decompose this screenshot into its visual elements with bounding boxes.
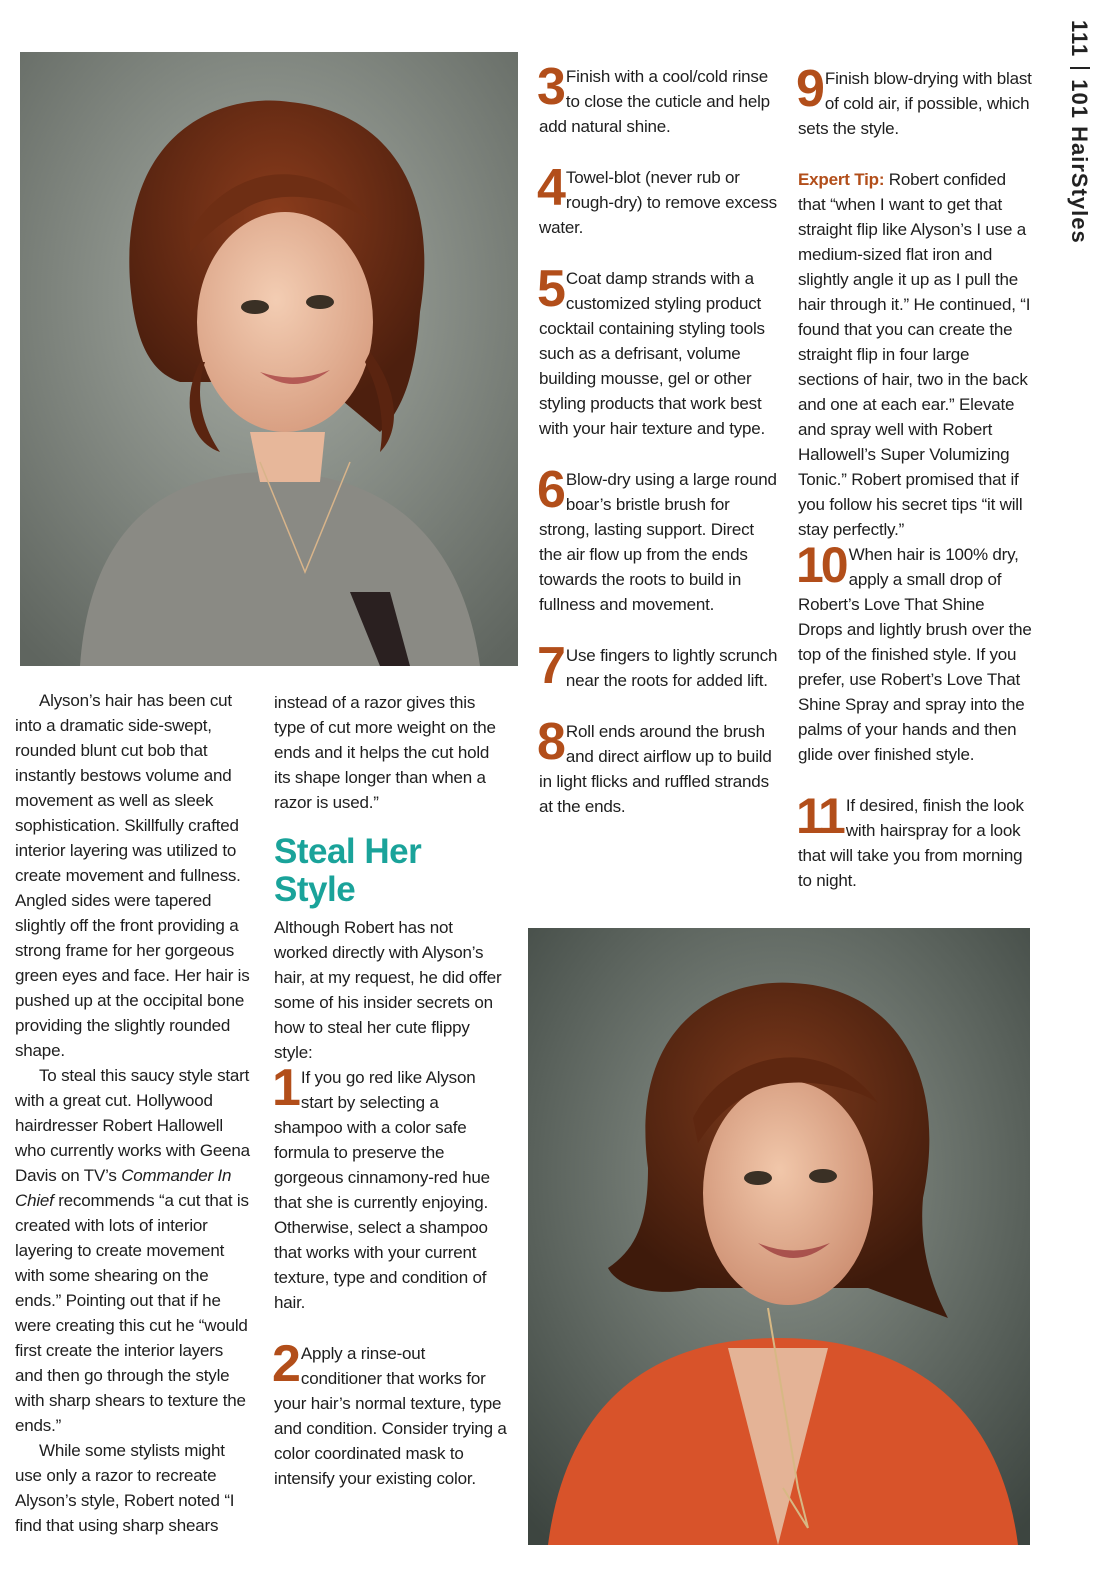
intro-paragraph-2-part-1: To steal this saucy style start with a great cut. Hollywood hairdresser Robert Hallowell who currently works with Geena Davis on TV’s xyxy=(15,1066,250,1185)
step-text: Apply a rinse-out conditioner that works for your hair’s normal texture, type and condition. Consider trying a color coordinated mask to intensify your existing color. xyxy=(274,1344,507,1488)
step-5 xyxy=(537,260,779,441)
expert-tip-text: Robert confided that “when I want to get that straight flip like Alyson’s I use a medium-sized flat iron and slightly angle it up as I pull the hair through it.” He continued, “I found that you can create the straight flip in four large sections of hair, two in the back and one at each ear.” Elevate and spray well with Robert Hallowell’s Super Volumizing Tonic.” Robert promised that if you follow his secret tips “it will stay perfectly.” xyxy=(798,170,1031,539)
column-steps-1 xyxy=(274,690,510,1517)
step-3 xyxy=(537,58,779,139)
step-8 xyxy=(537,713,779,819)
step-text: Towel-blot (never rub or rough-dry) to remove excess water. xyxy=(539,168,777,237)
step-text: Finish with a cool/cold rinse to close the cuticle and help add natural shine. xyxy=(539,67,770,136)
continuation-paragraph: instead of a razor gives this type of cut more weight on the ends and it helps the cut hold its shape longer than when a razor is used.” xyxy=(274,693,496,812)
step-text: Blow-dry using a large round boar’s bristle brush for strong, lasting support. Direct the air flow up from the ends towards the roots to build in fullness and movement. xyxy=(539,470,777,614)
bottom-photo xyxy=(528,928,1030,1545)
step-number: 6 xyxy=(537,461,563,519)
column-steps-2 xyxy=(537,58,779,845)
step-6 xyxy=(537,461,779,617)
step-text: If you go red like Alyson start by selecting a shampoo with a color safe formula to preserve the gorgeous cinnamony-red hue that she is currently enjoying. Otherwise, select a shampoo that works with your current texture, type and condition of hair. xyxy=(274,1068,490,1312)
step-number: 2 xyxy=(272,1335,298,1393)
step-number: 9 xyxy=(796,60,822,118)
step-text: Roll ends around the brush and direct airflow up to build in light flicks and ruffled strands at the ends. xyxy=(539,722,772,816)
step-4 xyxy=(537,159,779,240)
expert-tip-label: Expert Tip: xyxy=(798,170,885,189)
step-9 xyxy=(796,60,1032,141)
intro-paragraph-2-part-2: recommends “a cut that is created with lots of interior layering to create movement with some shearing on the ends.” Pointing out that if he were creating this cut he “would first create the interior layers and then go through the style with sharp shears to texture the ends.” xyxy=(15,1191,249,1435)
step-number: 8 xyxy=(537,713,563,771)
show-title: Commander In Chief xyxy=(15,1166,232,1210)
step-number: 1 xyxy=(272,1059,298,1117)
column-steps-3 xyxy=(796,60,1032,919)
heading-intro: Although Robert has not worked directly with Alyson’s hair, at my request, he did offer some of his insider secrets on how to steal her cute flippy style: xyxy=(274,918,502,1062)
section-heading: Steal Her Style xyxy=(274,832,422,909)
step-number: 3 xyxy=(537,58,563,116)
step-number: 10 xyxy=(796,537,846,593)
step-number: 4 xyxy=(537,159,563,217)
step-number: 5 xyxy=(537,260,563,318)
step-number: 11 xyxy=(796,788,843,844)
step-7 xyxy=(537,637,779,695)
step-11 xyxy=(796,788,1032,893)
running-head xyxy=(1052,20,1092,320)
expert-tip xyxy=(798,167,1032,542)
step-text: When hair is 100% dry, apply a small drop of Robert’s Love That Shine Drops and lightly brush over the top of the finished style. If you prefer, use Robert’s Love That Shine Spray and spray into the palms of your hands and then glide over finished style. xyxy=(798,545,1032,764)
step-text: Finish blow-drying with blast of cold air, if possible, which sets the style. xyxy=(798,69,1032,138)
step-text: Use fingers to lightly scrunch near the roots for added lift. xyxy=(565,646,778,690)
step-2 xyxy=(272,1335,510,1491)
step-1 xyxy=(272,1059,510,1315)
step-10 xyxy=(796,537,1032,767)
step-text: If desired, finish the look with hairspray for a look that will take you from morning to night. xyxy=(798,796,1024,890)
intro-paragraph-1: Alyson’s hair has been cut into a dramatic side-swept, rounded blunt cut bob that instantly bestows volume and movement as well as sleek sophistication. Skillfully crafted interior layering was utilized to create movement and fullness. Angled sides were tapered slightly off the front providing a strong frame for her gorgeous green eyes and face. Her hair is pushed up at the occipital bone providing the slightly rounded shape. xyxy=(15,691,250,1060)
column-intro xyxy=(15,688,253,1538)
step-number: 7 xyxy=(537,637,563,695)
page-number: 111 xyxy=(1067,20,1092,58)
portrait-illustration-bottom xyxy=(528,928,1030,1545)
step-text: Coat damp strands with a customized styling product cocktail containing styling tools such as a defrisant, volume building mousse, gel or other styling products that work best with your hair texture and type. xyxy=(539,269,766,438)
running-head-divider xyxy=(1070,67,1090,69)
intro-paragraph-2 xyxy=(15,1063,253,1438)
section-title: 101 HairStyles xyxy=(1067,79,1092,244)
intro-paragraph-3: While some stylists might use only a razor to recreate Alyson’s style, Robert noted “I find that using sharp shears xyxy=(15,1441,235,1535)
portrait-illustration-top xyxy=(20,52,518,666)
top-photo xyxy=(20,52,518,666)
